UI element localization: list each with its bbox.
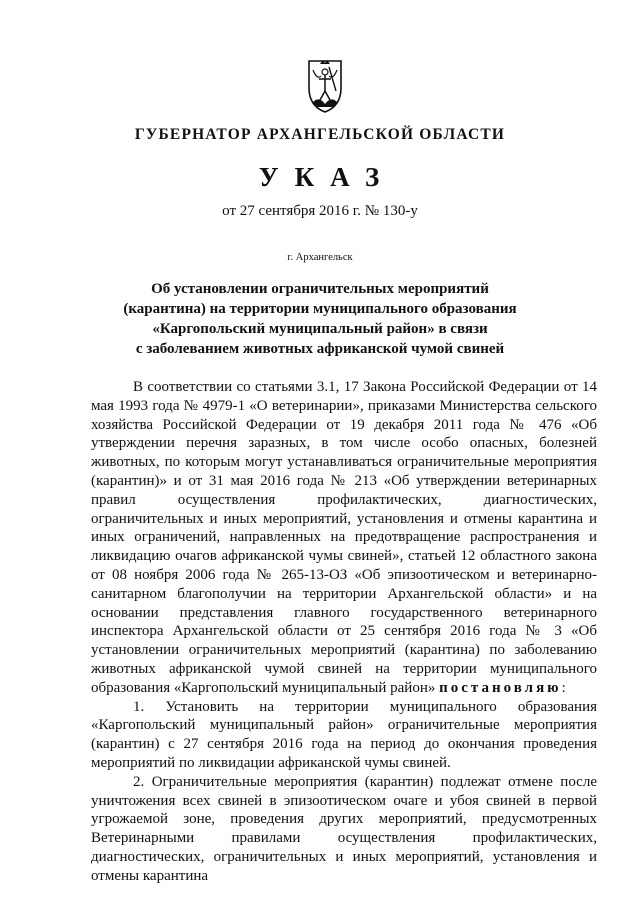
issuing-authority: ГУБЕРНАТОР АРХАНГЕЛЬСКОЙ ОБЛАСТИ	[134, 126, 506, 143]
title-line: «Каргопольский муниципальный район» в связи	[152, 321, 488, 337]
coat-of-arms-icon	[303, 58, 347, 114]
document-type: УКАЗ	[258, 162, 396, 192]
clause-2: 2. Ограничительные мероприятия (карантин) подлежат отмене после уничтожения всех свиней в эпизоотическом очаге и убоя свиней в первой угрожаемой зоне, проведения других мероприятий, предусмотренных Ветеринарными правилами осуществления профилактических, диагностических, ограничительных и иных мероприятий, установления и отмены карантина	[91, 773, 597, 884]
date-and-number: от 27 сентября 2016 г. № 130-у	[222, 203, 418, 219]
title-line: (карантина) на территории муниципального образования	[123, 301, 517, 317]
preamble-text: В соответствии со статьями 3.1, 17 Закона Российской Федерации от 14 мая 1993 года № 4979-1 «О ветеринарии», приказами Министерства сельского хозяйства Российской Федерации от 19 декабря 2011 года № 476 «Об утверждении перечня заразных, в том числе особо опасных, болезней животных, по которым могут устанавливаться ограничительные мероприятия (карантин)» и от 31 мая 2016 года № 213 «Об утверждении ветеринарных правил осуществления профилактических, диагностических, ограничительных и иных мероприятий, установления и отмены карантина и иных ограничений, направленных на предотвращение распространения и ликвидацию очагов африканской чумы свиней», статьей 12 областного закона от 08 ноября 2006 года № 265-13-ОЗ «Об эпизоотическом и ветеринарно-санитарном благополучии на территории Архангельской области» и на основании представления главного государственного ветеринарного инспектора Архангельской области от 25 сентября 2016 года № 3 «Об установлении ограничительных мероприятий (карантина) по заболеванию животных африканской чумой свиней на территории муниципального образования «Каргопольский муниципальный район»	[91, 379, 597, 696]
title-line: Об установлении ограничительных мероприятий	[151, 281, 489, 297]
city: г. Архангельск	[287, 252, 353, 263]
decree-word: постановляю	[439, 679, 562, 696]
title-line: с заболеванием животных африканской чумой свиней	[135, 341, 505, 357]
decree-colon: :	[561, 679, 566, 696]
decree-title	[0, 279, 640, 359]
clause-1: 1. Установить на территории муниципального образования «Каргопольский муниципальный район» ограничительные мероприятия (карантин) с 27 сентября 2016 года на период до окончания проведения мероприятий по ликвидации африканской чумы свиней.	[91, 698, 597, 771]
decree-body	[91, 378, 597, 886]
preamble-paragraph	[91, 378, 597, 698]
